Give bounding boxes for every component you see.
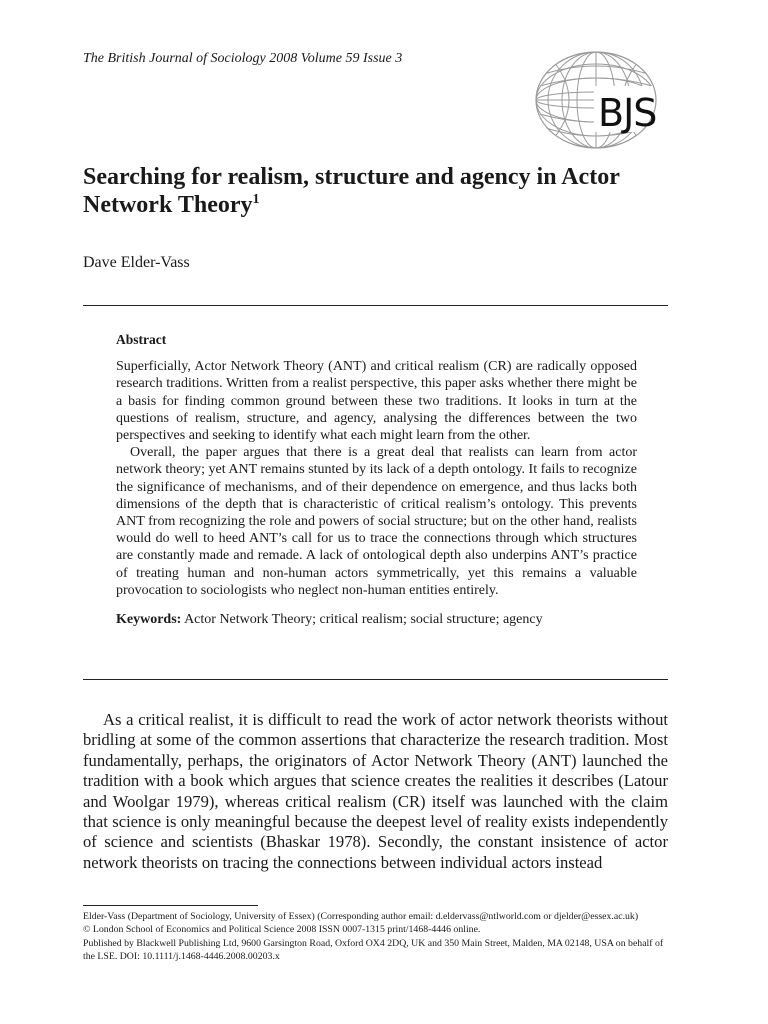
body-section (83, 710, 668, 873)
abstract-top-rule (83, 305, 668, 306)
journal-citation: The British Journal of Sociology 2008 Volume 59 Issue 3 (83, 51, 403, 66)
bjs-globe-logo (534, 48, 664, 152)
abstract-paragraph-1: Superficially, Actor Network Theory (ANT) and critical realism (CR) are radically opposed research traditions. Written from a realist perspective, this paper asks whether there might be a basis for finding common ground between these two traditions. It looks in turn at the questions of realism, structure, and agency, analysing the differences between the two perspectives and seeking to identify what each might learn from the other. (116, 359, 637, 444)
footnote-rule (83, 905, 258, 906)
author-affiliation: Elder-Vass (Department of Sociology, University of Essex) (Corresponding author email: d.eldervass@ntlworld.com or djelder@essex.ac.uk) (83, 911, 639, 922)
keywords-list: Actor Network Theory; critical realism; social structure; agency (184, 612, 543, 628)
author-name: Dave Elder-Vass (83, 254, 190, 271)
title-text: Searching for realism, structure and agency in Actor Network Theory (83, 164, 620, 218)
footnotes (83, 910, 668, 964)
article-title (83, 163, 663, 219)
body-paragraph-1: As a critical realist, it is difficult to read the work of actor network theorists without bridling at some of the common assertions that characterize the research tradition. Most fundamentally, perhaps, the originators of Actor Network Theory (ANT) launched the tradition with a book which argues that science creates the realities it describes (Latour and Woolgar 1979), whereas critical realism (CR) itself was launched with the claim that science is only meaningful because the deepest level of reality exists independently of science and scientists (Bhaskar 1978). Secondly, the constant insistence of actor network theorists on tracing the connections between individual actors instead (83, 710, 668, 872)
abstract-heading: Abstract (116, 332, 167, 347)
keywords-label: Keywords: (116, 612, 182, 628)
keywords-line (116, 611, 637, 628)
abstract-paragraph-2: Overall, the paper argues that there is a great deal that realists can learn from actor network theory; yet ANT remains stunted by its lack of a depth ontology. It fails to recognize the significance of mechanisms, and of their dependence on emergence, and thus lacks both dimensions of the depth that is characteristic of critical realism’s ontology. This prevents ANT from recognizing the role and powers of social structure; but on the other hand, realists would do well to heed ANT’s call for us to trace the connections through which structures are constantly made and remade. A lack of ontological depth also underpins ANT’s practice of treating human and non-human actors symmetrically, yet this remains a valuable provocation to sociologists who neglect non-human entities entirely. (116, 445, 637, 598)
publisher-notice: Published by Blackwell Publishing Ltd, 9600 Garsington Road, Oxford OX4 2DQ, UK and 350 Main Street, Malden, MA 02148, USA on behalf of the LSE. DOI: 10.1111/j.1468-4446.2008.00203.x (83, 937, 664, 963)
copyright-notice: © London School of Economics and Political Science 2008 ISSN 0007-1315 print/1468-4446 online. (83, 924, 481, 936)
bjs-logo-text: BJS (598, 91, 657, 135)
abstract-bottom-rule (83, 679, 668, 680)
abstract-section (116, 331, 637, 628)
title-footnote-marker[interactable]: 1 (252, 192, 260, 207)
